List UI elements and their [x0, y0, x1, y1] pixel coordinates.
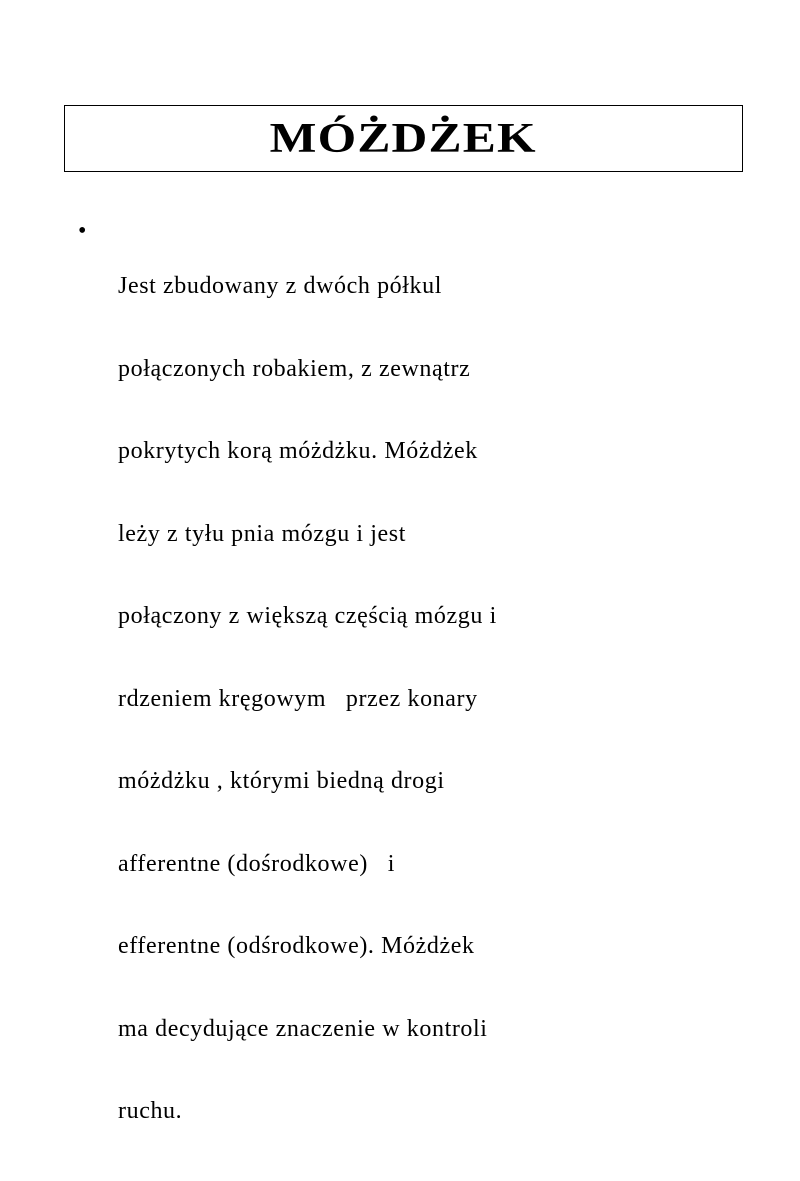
slide-content [76, 218, 736, 1181]
text-line: ruchu. [118, 1098, 183, 1124]
slide-title: MÓŻDŻEK [269, 115, 538, 162]
bullet-item [76, 218, 736, 1181]
text-line: rdzeniem kręgowym przez konary [118, 685, 478, 712]
text-line: Jest zbudowany z dwóch półkul [118, 273, 443, 299]
text-line: połączony z większą częścią mózgu i [118, 603, 497, 629]
text-line: efferentne (odśrodkowe). Móżdżek [118, 933, 475, 959]
text-line: pokrytych korą móżdżku. Móżdżek [118, 438, 478, 464]
bullet-icon: • [78, 218, 87, 244]
text-line: leży z tyłu pnia mózgu i jest [118, 520, 406, 547]
text-line: połączonych robakiem, z zewnątrz [118, 355, 471, 382]
text-line: afferentne (dośrodkowe) i [118, 850, 395, 877]
text-line: móżdżku , którymi biedną drogi [118, 768, 445, 794]
text-line: ma decydujące znaczenie w kontroli [118, 1015, 488, 1042]
bullet-text [118, 218, 497, 1181]
title-box [64, 105, 743, 172]
